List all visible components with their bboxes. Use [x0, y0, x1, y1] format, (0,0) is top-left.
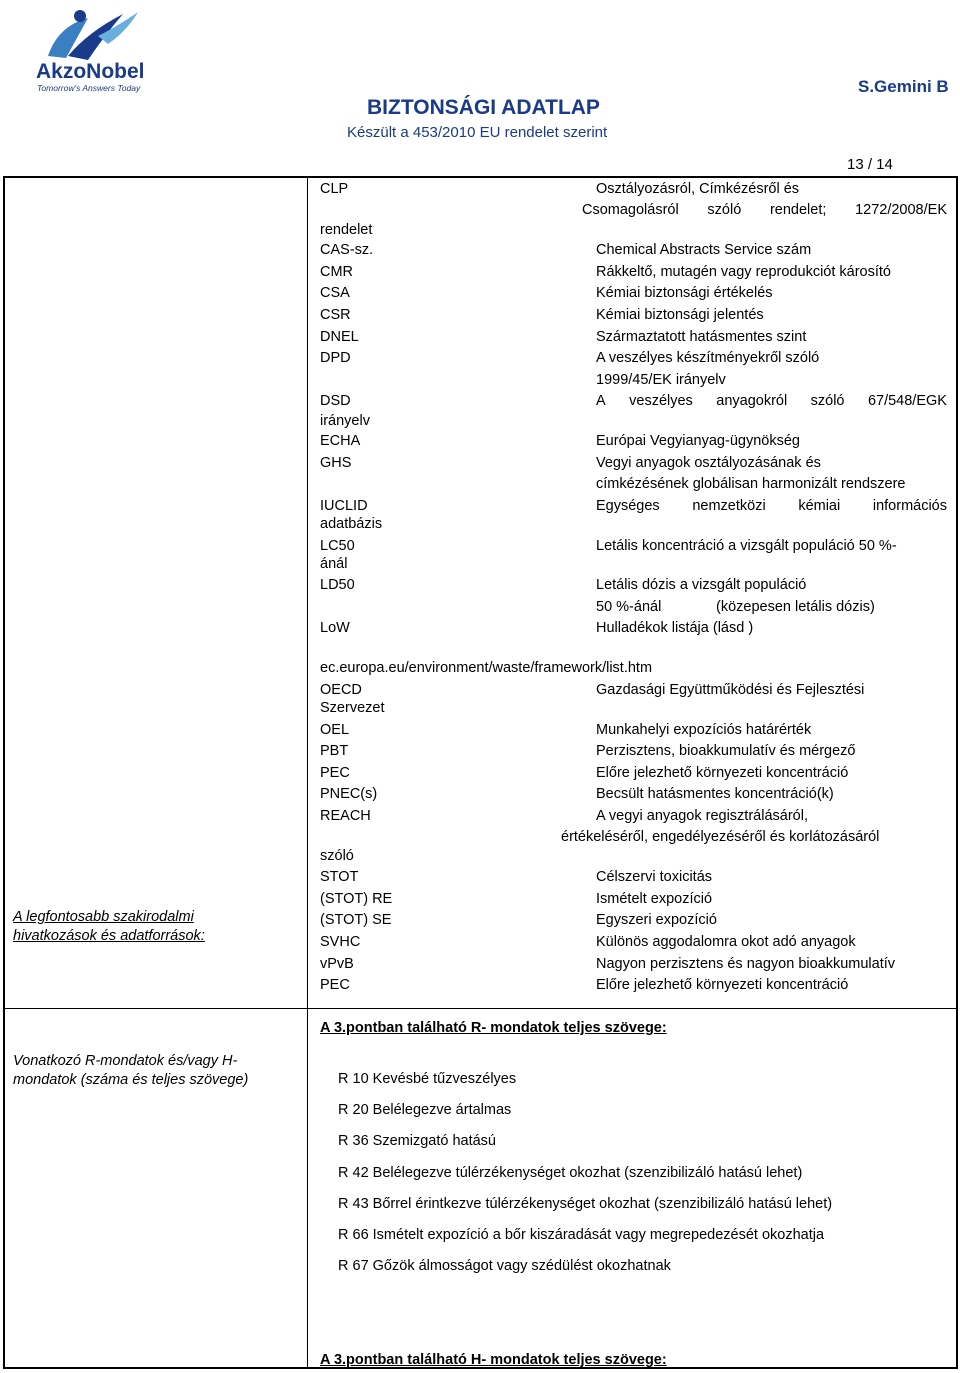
abbr-definition: Csomagolásról szóló rendelet; 1272/2008/EK [582, 202, 947, 218]
abbr-definition: Különös aggodalomra okot adó anyagok [596, 934, 856, 950]
abbr-term: OEL [320, 722, 350, 738]
abbr-definition: A vegyi anyagok regisztrálásáról, [596, 808, 808, 824]
abbr-definition: A veszélyes készítményekről szóló [596, 350, 820, 366]
abbr-definition: Nagyon perzisztens és nagyon bioakkumulatív [596, 956, 896, 972]
document-subtitle: Készült a 453/2010 EU rendelet szerint [347, 124, 608, 141]
abbr-term: STOT [320, 869, 359, 885]
h-phrases-heading: A 3.pontban található H- mondatok teljes szövege: [320, 1352, 667, 1368]
abbr-definition: Munkahelyi expozíciós határérték [596, 722, 812, 738]
abbr-term: adatbázis [320, 516, 383, 532]
abbr-term: irányelv [320, 413, 370, 429]
abbr-term: LC50 [320, 538, 355, 554]
r-phrase-item: R 36 Szemizgató hatású [338, 1133, 496, 1149]
abbr-term: rendelet [320, 222, 373, 238]
r-phrase-item: R 10 Kevésbé tűzveszélyes [338, 1071, 517, 1087]
abbr-term: Szervezet [320, 700, 385, 716]
page-number: 13 / 14 [847, 156, 893, 173]
logo-figure-icon [18, 6, 158, 64]
abbr-definition: Letális dózis a vizsgált populáció [596, 577, 807, 593]
abbr-term: PNEC(s) [320, 786, 378, 802]
logo-wordmark: AkzoNobel [36, 60, 145, 83]
abbr-definition: 1999/45/EK irányelv [596, 372, 726, 388]
abbr-definition: Európai Vegyianyag-ügynökség [596, 433, 800, 449]
abbr-definition: Becsült hatásmentes koncentráció(k) [596, 786, 834, 802]
abbr-definition: A veszélyes anyagokról szóló 67/548/EGK [596, 393, 947, 409]
abbr-definition: Egyszeri expozíció [596, 912, 717, 928]
abbr-definition: Chemical Abstracts Service szám [596, 242, 812, 258]
abbr-definition: Egységes nemzetközi kémiai információs [596, 498, 947, 514]
abbr-term: PBT [320, 743, 349, 759]
abbr-definition: Kémiai biztonsági értékelés [596, 285, 773, 301]
r-phrase-item: R 43 Bőrrel érintkezve túlérzékenységet okozhat (szenzibilizáló hatású lehet) [338, 1196, 833, 1212]
abbr-term: LD50 [320, 577, 355, 593]
abbr-term: PEC [320, 977, 350, 993]
abbr-term: ECHA [320, 433, 361, 449]
table-right-border [956, 176, 958, 1369]
abbr-definition: Előre jelezhető környezeti koncentráció [596, 765, 849, 781]
abbr-definition: Előre jelezhető környezeti koncentráció [596, 977, 849, 993]
abbr-definition: Ismételt expozíció [596, 891, 713, 907]
abbr-term: DSD [320, 393, 351, 409]
r-phrase-item: R 67 Gőzök álmosságot vagy szédülést okozhatnak [338, 1258, 671, 1274]
r-phrases-heading: A 3.pontban található R- mondatok teljes szövege: [320, 1020, 667, 1036]
abbr-term: szóló [320, 848, 354, 864]
abbr-term: CLP [320, 181, 349, 197]
abbr-term: CSR [320, 307, 351, 323]
abbr-definition: címkézésének globálisan harmonizált rendszere [596, 476, 906, 492]
abbr-definition: Hulladékok listája (lásd ) [596, 620, 754, 636]
r-phrase-item: R 20 Belélegezve ártalmas [338, 1102, 512, 1118]
table-top-border [3, 176, 958, 178]
abbr-term: (STOT) RE [320, 891, 393, 907]
abbr-definition: Kémiai biztonsági jelentés [596, 307, 764, 323]
document-title: BIZTONSÁGI ADATLAP [367, 96, 600, 119]
abbr-definition: Letális koncentráció a vizsgált populáció 50 %- [596, 538, 897, 554]
abbr-term: OECD [320, 682, 362, 698]
abbr-term: CSA [320, 285, 350, 301]
abbr-term: LoW [320, 620, 350, 636]
abbr-term: REACH [320, 808, 371, 824]
abbr-term: CAS-sz. [320, 242, 374, 258]
abbr-definition: Rákkeltő, mutagén vagy reprodukciót károsító [596, 264, 891, 280]
abbr-term: ánál [320, 556, 348, 572]
table-column-divider [307, 176, 308, 1369]
akzonobel-logo [18, 6, 158, 92]
abbr-definition: 50 %-ánál [596, 599, 662, 615]
abbr-term: SVHC [320, 934, 361, 950]
abbr-term: DPD [320, 350, 351, 366]
abbr-term: DNEL [320, 329, 359, 345]
abbr-definition: (közepesen letális dózis) [716, 599, 875, 615]
abbr-term: CMR [320, 264, 354, 280]
product-name: S.Gemini B [858, 77, 949, 96]
abbr-term: IUCLID [320, 498, 368, 514]
abbr-link-text: ec.europa.eu/environment/waste/framework/list.htm [320, 660, 653, 676]
abbr-term: (STOT) SE [320, 912, 392, 928]
abbr-definition: Célszervi toxicitás [596, 869, 713, 885]
abbr-definition: Származtatott hatásmentes szint [596, 329, 807, 345]
r-phrases-label: Vonatkozó R-mondatok és/vagy H-mondatok (száma és teljes szövege) [13, 1053, 249, 1088]
abbr-definition: értékeléséről, engedélyezéséről és korlátozásáról [561, 829, 880, 845]
abbr-definition: Perzisztens, bioakkumulatív és mérgező [596, 743, 856, 759]
references-label: A legfontosabb szakirodalmi hivatkozások és adatforrások: [13, 909, 205, 944]
r-phrase-item: R 42 Belélegezve túlérzékenységet okozhat (szenzibilizáló hatású lehet) [338, 1165, 803, 1181]
table-left-border [3, 176, 5, 1369]
abbr-term: GHS [320, 455, 352, 471]
abbr-definition: Vegyi anyagok osztályozásának és [596, 455, 821, 471]
abbr-term: PEC [320, 765, 350, 781]
table-row-divider [3, 1008, 958, 1009]
r-phrase-item: R 66 Ismételt expozíció a bőr kiszáradását vagy megrepedezését okozhatja [338, 1227, 825, 1243]
abbr-definition: Gazdasági Együttműködési és Fejlesztési [596, 682, 865, 698]
logo-tagline: Tomorrow's Answers Today [37, 83, 141, 93]
abbr-term: vPvB [320, 956, 354, 972]
abbr-definition: Osztályozásról, Címkézésről és [596, 181, 800, 197]
